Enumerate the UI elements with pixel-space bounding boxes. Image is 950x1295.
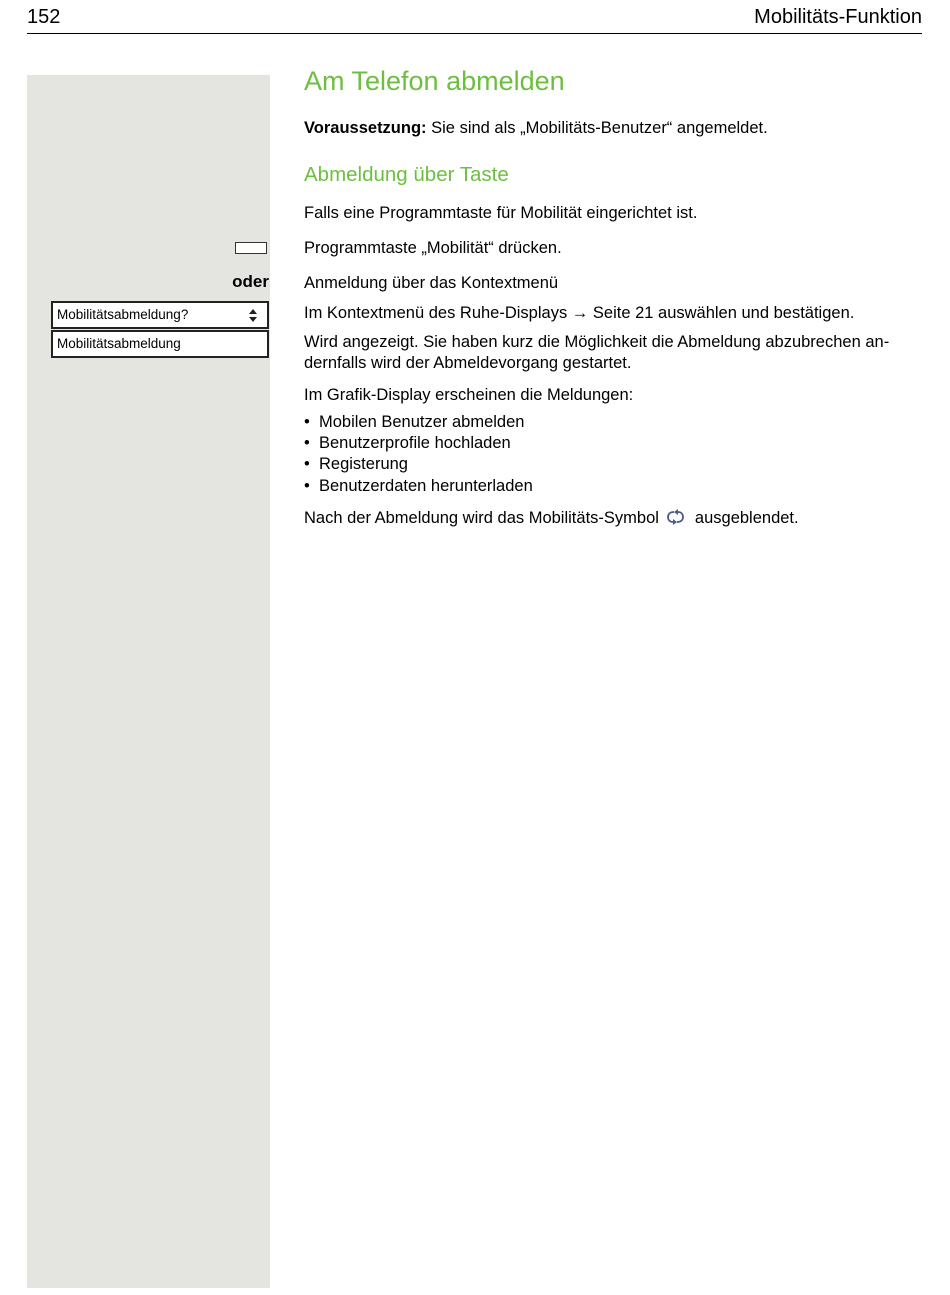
para-press-key: Programmtaste „Mobilität“ drücken. [304,239,562,257]
prerequisite-paragraph [304,118,924,139]
page-title: Am Telefon abmelden [304,66,565,96]
chapter-title: Mobilitäts-Funktion [754,6,922,28]
prerequisite-text: Sie sind als „Mobilitäts-Benutzer“ angemeldet. [426,119,768,137]
para-shown: Wird angezeigt. Sie haben kurz die Möglichkeit die Abmeldung abzubrechen andernfalls wird der Abmeldevorgang gestartet. [304,333,890,372]
para-context-menu: Anmeldung über das Kontextmenü [304,274,559,292]
page-number: 152 [27,6,61,28]
up-down-arrows-icon [249,309,257,322]
display-option-selected[interactable] [51,301,269,329]
or-label: oder [232,272,269,291]
section-title: Abmeldung über Taste [304,163,509,186]
para-display-messages: Im Grafik-Display erscheinen die Meldungen: [304,386,634,404]
page-header [27,6,922,34]
para-select [304,303,924,324]
mobility-symbol-icon [665,509,687,525]
program-key-icon [235,242,267,254]
para-select-after: Seite 21 auswählen und bestätigen. [588,304,855,322]
arrow-icon: → [571,304,589,322]
display-message [51,330,269,358]
prerequisite-label: Voraussetzung: [304,119,427,137]
display-message-label: Mobilitätsabmeldung [57,336,181,351]
display-option-label: Mobilitätsabmeldung? [57,307,189,322]
para-select-before: Im Kontextmenü des Ruhe-Displays [304,304,572,322]
para-key-setup: Falls eine Programmtaste für Mobilität eingerichtet ist. [304,204,698,222]
sidebar-panel [27,75,270,1288]
para-after-before: Nach der Abmeldung wird das Mobilitäts-Symbol [304,509,659,527]
para-after-logout [304,508,924,529]
para-after-after: ausgeblendet. [694,509,799,527]
